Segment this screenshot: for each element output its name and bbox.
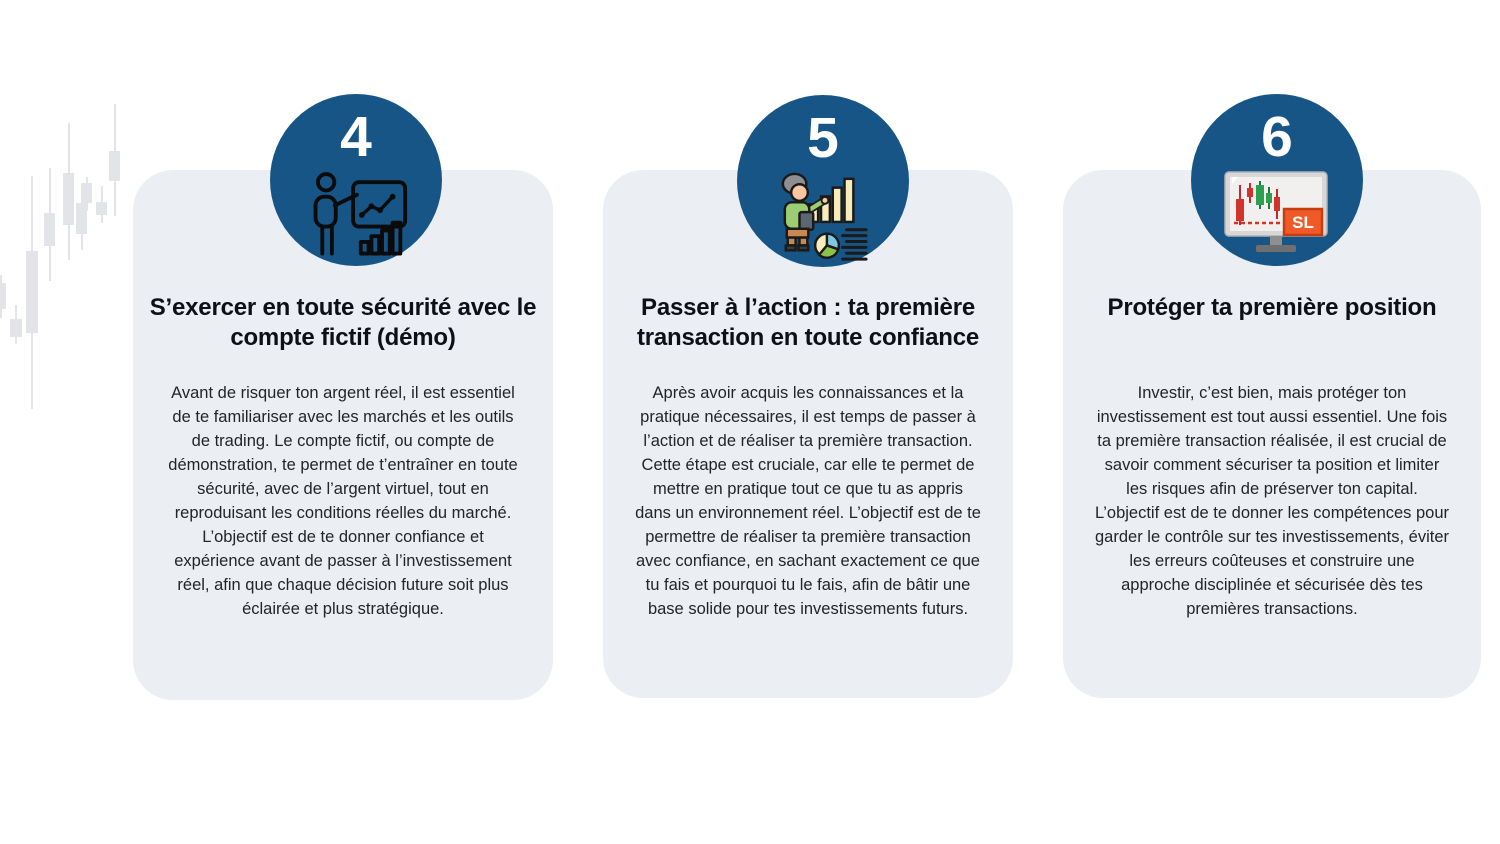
stop-loss-badge [1284,209,1322,235]
step-number-circle [1191,94,1363,266]
step-number: 5 [807,106,839,170]
decoration-candle [0,275,6,318]
decoration-candle [26,176,38,409]
step-title: Passer à l’action : ta première transaction en toute confiance [636,294,980,351]
decoration-candle [109,104,120,216]
step-body: Après avoir acquis les connaissances et la pratique nécessaires, il est temps de passer à l’action et de réaliser ta première transaction. Cette étape est cruciale, car elle te permet de mettre en pratique tout ce que tu as appris dans un environnement réel. L’objectif est de te permettre de réaliser ta première transaction avec confiance, en sachant exactement ce que tu fais et pourquoi tu le fais, afin de bâtir une base solide pour tes investissements futurs. [635,384,981,618]
stop-loss-monitor-icon [1224,170,1330,258]
trader-analytics-icon [773,171,873,265]
candlestick-decoration [0,0,140,420]
step-number-circle [270,94,442,266]
decoration-candle [44,168,55,281]
step-number-circle [737,95,909,267]
step-body: Avant de risquer ton argent réel, il est essentiel de te familiariser avec les marchés et les outils de trading. Le compte fictif, ou compte de démonstration, te permet de t’entraîner en toute sécurité, avec de l’argent virtuel, tout en reproduisant les conditions réelles du marché. L’objectif est de te donner confiance et expérience avant de passer à l’investissement réel, afin que chaque décision future soit plus éclairée et plus stratégique. [168,384,518,618]
decoration-candle [81,177,92,211]
step-body: Investir, c’est bien, mais protéger ton investissement est tout aussi essentiel. Une fois ta première transaction réalisée, il est crucial de savoir comment sécuriser ta position et limiter les risques afin de préserver ton capital. L’objectif est de te donner les compétences pour garder le contrôle sur tes investissements, éviter les erreurs coûteuses et construire une approche disciplinée et sécurisée dès tes premières transactions. [1094,384,1450,618]
presentation-chart-icon [303,170,409,260]
step-title: S’exercer en toute sécurité avec le compte fictif (démo) [149,294,537,351]
decoration-candle [63,123,74,260]
step-title: Protéger ta première position [1107,294,1437,321]
decoration-candle [96,186,107,223]
step-number: 4 [340,105,372,169]
svg-text:SL: SL [1292,213,1314,232]
step-number: 6 [1261,105,1293,169]
decoration-candle [10,305,22,344]
